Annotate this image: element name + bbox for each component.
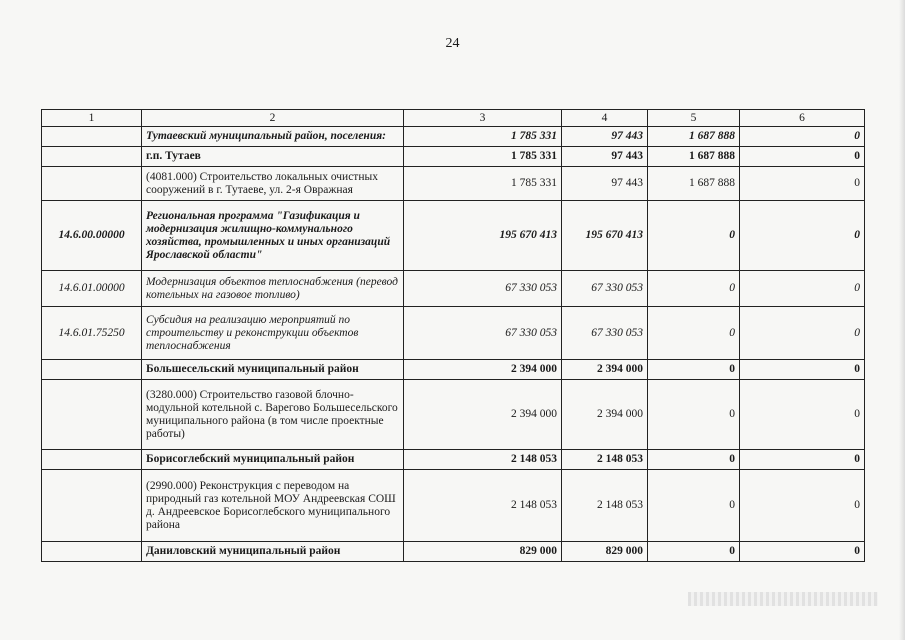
row-code: 14.6.01.75250: [42, 307, 142, 360]
row-col-3: 2 394 000: [404, 380, 562, 450]
row-name: Даниловский муниципальный район: [142, 542, 404, 562]
row-col-5: 1 687 888: [648, 127, 740, 147]
row-col-4: 97 443: [562, 127, 648, 147]
table-row: [42, 380, 865, 450]
header-col-2: 2: [142, 110, 404, 127]
row-col-4: 2 148 053: [562, 470, 648, 542]
row-name: Борисоглебский муниципальный район: [142, 450, 404, 470]
row-code: [42, 147, 142, 167]
row-code: [42, 470, 142, 542]
row-col-6: 0: [740, 271, 865, 307]
row-col-3: 1 785 331: [404, 127, 562, 147]
row-col-6: 0: [740, 167, 865, 201]
row-col-3: 67 330 053: [404, 271, 562, 307]
row-col-6: 0: [740, 307, 865, 360]
row-name: Региональная программа "Газификация и модернизация жилищно-коммунального хозяйства, промышленных и иных организаций Ярославской области": [142, 201, 404, 271]
row-code: [42, 380, 142, 450]
page-number: 24: [445, 36, 460, 51]
row-col-5: 0: [648, 307, 740, 360]
row-col-4: 67 330 053: [562, 271, 648, 307]
table-row: [42, 147, 865, 167]
header-col-5: 5: [648, 110, 740, 127]
row-col-3: 1 785 331: [404, 167, 562, 201]
row-col-4: 2 394 000: [562, 380, 648, 450]
table-row: [42, 271, 865, 307]
row-name: (3280.000) Строительство газовой блочно-модульной котельной с. Варегово Большесельского муниципального района (в том числе проектные работы): [142, 380, 404, 450]
row-col-3: 2 394 000: [404, 360, 562, 380]
row-col-6: 0: [740, 360, 865, 380]
row-col-5: 1 687 888: [648, 167, 740, 201]
row-name: Субсидия на реализацию мероприятий по строительству и реконструкции объектов теплоснабжения: [142, 307, 404, 360]
row-name: Тутаевский муниципальный район, поселения:: [142, 127, 404, 147]
row-col-6: 0: [740, 380, 865, 450]
row-col-4: 2 148 053: [562, 450, 648, 470]
table-row: [42, 201, 865, 271]
row-col-5: 1 687 888: [648, 147, 740, 167]
row-name: г.п. Тутаев: [142, 147, 404, 167]
header-col-3: 3: [404, 110, 562, 127]
row-col-3: 195 670 413: [404, 201, 562, 271]
row-col-6: 0: [740, 542, 865, 562]
row-col-6: 0: [740, 450, 865, 470]
row-code: [42, 127, 142, 147]
row-name: Модернизация объектов теплоснабжения (перевод котельных на газовое топливо): [142, 271, 404, 307]
row-col-3: 2 148 053: [404, 450, 562, 470]
row-col-4: 67 330 053: [562, 307, 648, 360]
row-name: (2990.000) Реконструкция с переводом на природный газ котельной МОУ Андреевская СОШ д. Андреевское Борисоглебского муниципального района: [142, 470, 404, 542]
row-code: [42, 542, 142, 562]
row-code: 14.6.00.00000: [42, 201, 142, 271]
budget-table: [41, 109, 865, 562]
table-row: [42, 450, 865, 470]
row-col-6: 0: [740, 147, 865, 167]
row-code: [42, 450, 142, 470]
header-row: [42, 110, 865, 127]
row-col-4: 829 000: [562, 542, 648, 562]
row-code: [42, 360, 142, 380]
row-col-4: 97 443: [562, 147, 648, 167]
row-col-4: 97 443: [562, 167, 648, 201]
row-col-3: 67 330 053: [404, 307, 562, 360]
table-row: [42, 307, 865, 360]
row-name: Большесельский муниципальный район: [142, 360, 404, 380]
row-col-4: 195 670 413: [562, 201, 648, 271]
table-row: [42, 470, 865, 542]
header-col-6: 6: [740, 110, 865, 127]
row-col-6: 0: [740, 470, 865, 542]
header-col-4: 4: [562, 110, 648, 127]
row-col-5: 0: [648, 542, 740, 562]
row-name: (4081.000) Строительство локальных очистных сооружений в г. Тутаеве, ул. 2-я Овражная: [142, 167, 404, 201]
row-col-3: 1 785 331: [404, 147, 562, 167]
row-col-5: 0: [648, 380, 740, 450]
row-col-5: 0: [648, 450, 740, 470]
table-row: [42, 127, 865, 147]
row-code: [42, 167, 142, 201]
table-row: [42, 360, 865, 380]
page-edge-shadow: [899, 0, 905, 640]
table-row: [42, 542, 865, 562]
row-col-5: 0: [648, 271, 740, 307]
row-col-5: 0: [648, 470, 740, 542]
table-row: [42, 167, 865, 201]
row-col-3: 2 148 053: [404, 470, 562, 542]
header-col-1: 1: [42, 110, 142, 127]
row-col-5: 0: [648, 360, 740, 380]
scan-stamp: [688, 592, 878, 606]
row-col-4: 2 394 000: [562, 360, 648, 380]
row-col-3: 829 000: [404, 542, 562, 562]
row-col-5: 0: [648, 201, 740, 271]
row-col-6: 0: [740, 127, 865, 147]
row-col-6: 0: [740, 201, 865, 271]
row-code: 14.6.01.00000: [42, 271, 142, 307]
